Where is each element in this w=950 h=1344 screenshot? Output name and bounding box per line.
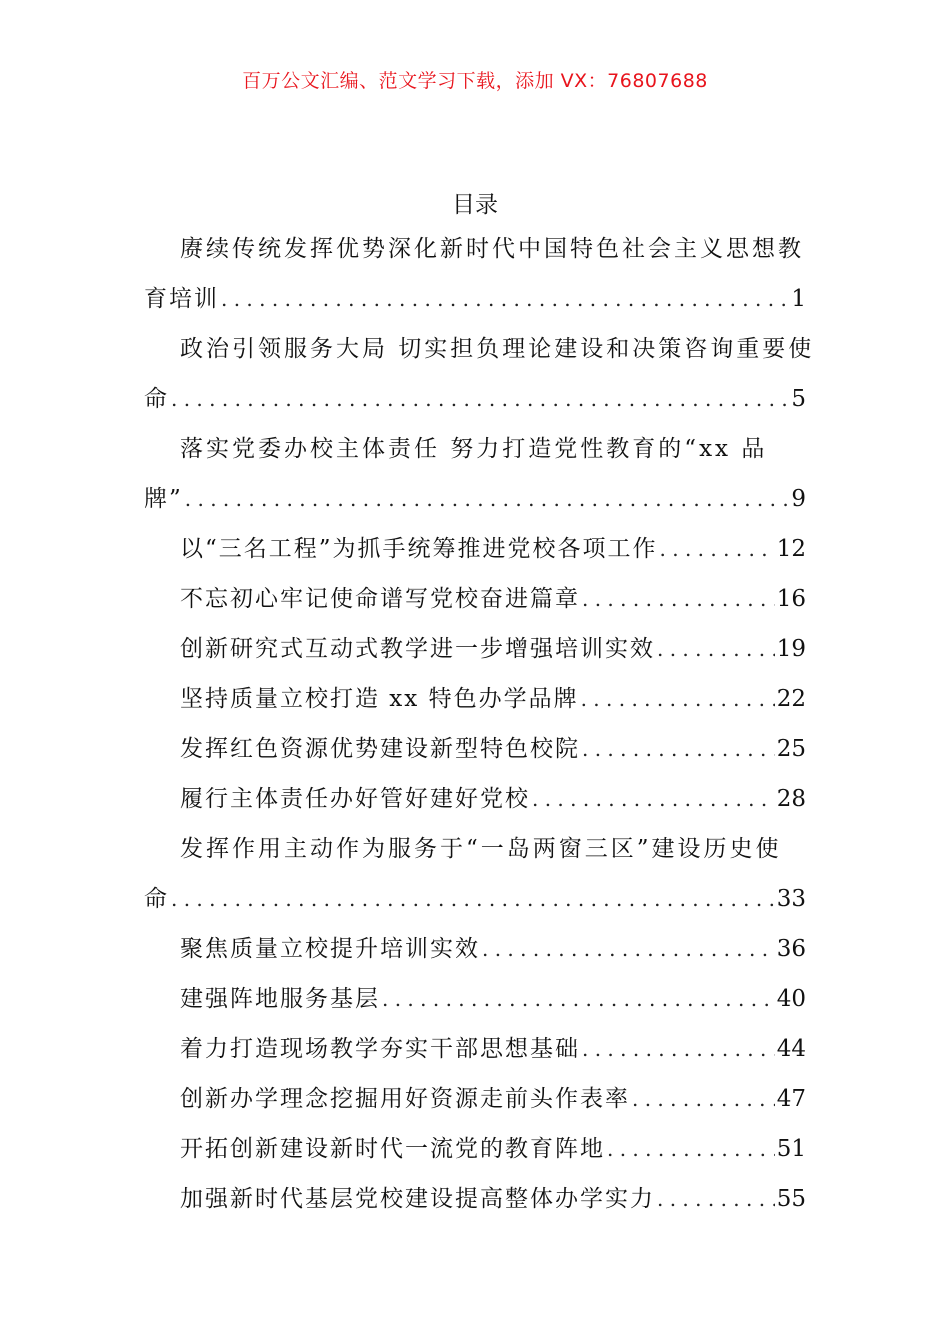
- toc-page-number: 33: [776, 886, 806, 912]
- toc-entry[interactable]: [144, 1174, 806, 1224]
- toc-page-number: 44: [776, 1036, 806, 1062]
- download-banner: 百万公文汇编、范文学习下载，添加 VX：76807688: [242, 70, 708, 92]
- toc-page-number: 5: [791, 386, 806, 412]
- toc-entry[interactable]: [144, 974, 806, 1024]
- toc-entry[interactable]: [144, 424, 806, 524]
- toc-entry[interactable]: [144, 1074, 806, 1124]
- leader-dots: [482, 924, 775, 974]
- toc-entry-title: 着力打造现场教学夯实干部思想基础: [180, 1036, 580, 1062]
- toc-entry-title-cont: 育培训: [144, 286, 219, 312]
- toc-entry-title: 开拓创新建设新时代一流党的教育阵地: [180, 1136, 605, 1162]
- toc-entry[interactable]: [144, 224, 806, 324]
- toc-entry[interactable]: [144, 524, 806, 574]
- toc-entry-title: 政治引领服务大局 切实担负理论建设和决策咨询重要使: [180, 336, 815, 362]
- toc-page-number: 36: [776, 936, 806, 962]
- leader-dots: [657, 624, 775, 674]
- toc-title: 目录: [452, 192, 498, 218]
- toc-page-number: 16: [776, 586, 806, 612]
- leader-dots: [221, 274, 789, 324]
- toc-entry[interactable]: [144, 624, 806, 674]
- leader-dots: [582, 1024, 775, 1074]
- toc-entry[interactable]: [144, 574, 806, 624]
- toc-entry-title: 发挥作用主动作为服务于“一岛两窗三区”建设历史使: [180, 836, 782, 862]
- toc-entry-title: 发挥红色资源优势建设新型特色校院: [180, 736, 580, 762]
- leader-dots: [582, 574, 775, 624]
- toc-page-number: 12: [776, 536, 806, 562]
- toc-page-number: 55: [776, 1186, 806, 1212]
- toc-entry[interactable]: [144, 924, 806, 974]
- toc-entry-title: 加强新时代基层党校建设提高整体办学实力: [180, 1186, 655, 1212]
- toc-entry-title: 聚焦质量立校提升培训实效: [180, 936, 480, 962]
- toc-entry[interactable]: [144, 1124, 806, 1174]
- toc-entry-title-cont: 命: [144, 386, 169, 412]
- toc-entry[interactable]: [144, 824, 806, 924]
- toc-entry-title: 落实党委办校主体责任 努力打造党性教育的“xx 品: [180, 436, 768, 462]
- toc-page-number: 28: [776, 786, 806, 812]
- leader-dots: [581, 674, 775, 724]
- toc-entry-title: 以“三名工程”为抓手统筹推进党校各项工作: [180, 536, 658, 562]
- toc-entry[interactable]: [144, 724, 806, 774]
- leader-dots: [171, 874, 775, 924]
- leader-dots: [582, 724, 775, 774]
- toc-page-number: 22: [776, 686, 806, 712]
- toc-page-number: 9: [791, 486, 806, 512]
- leader-dots: [660, 524, 775, 574]
- leader-dots: [657, 1174, 775, 1224]
- toc-page-number: 51: [776, 1136, 806, 1162]
- toc-page-number: 1: [791, 286, 806, 312]
- leader-dots: [632, 1074, 775, 1124]
- toc-entry-title-cont: 命: [144, 886, 169, 912]
- toc-entry-title: 创新办学理念挖掘用好资源走前头作表率: [180, 1086, 630, 1112]
- toc-entry[interactable]: [144, 674, 806, 724]
- toc-entry[interactable]: [144, 324, 815, 424]
- toc-page-number: 47: [776, 1086, 806, 1112]
- toc-entry-title: 建强阵地服务基层: [180, 986, 380, 1012]
- toc-entry[interactable]: [144, 1024, 806, 1074]
- leader-dots: [532, 774, 775, 824]
- leader-dots: [607, 1124, 775, 1174]
- toc-entry-title: 不忘初心牢记使命谱写党校奋进篇章: [180, 586, 580, 612]
- toc-entry[interactable]: [144, 774, 806, 824]
- toc-page-number: 40: [776, 986, 806, 1012]
- toc-entry-title: 赓续传统发挥优势深化新时代中国特色社会主义思想教: [180, 236, 804, 262]
- leader-dots: [171, 374, 789, 424]
- toc-entry-title: 履行主体责任办好管好建好党校: [180, 786, 530, 812]
- leader-dots: [185, 474, 790, 524]
- toc-page-number: 25: [776, 736, 806, 762]
- toc-entry-title: 坚持质量立校打造 xx 特色办学品牌: [180, 686, 579, 712]
- toc-entry-title: 创新研究式互动式教学进一步增强培训实效: [180, 636, 655, 662]
- toc-entry-title-cont: 牌”: [144, 486, 183, 512]
- toc-page-number: 19: [776, 636, 806, 662]
- leader-dots: [382, 974, 775, 1024]
